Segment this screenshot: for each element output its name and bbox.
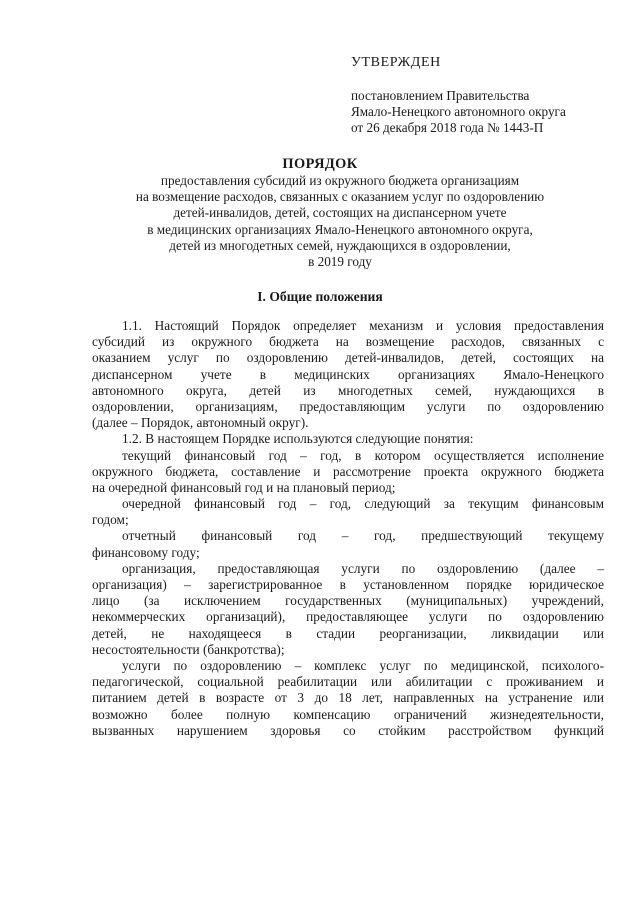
body-line: педагогической, социальной реабилитации или абилитации с проживанием и [92, 674, 604, 690]
body-line: автономного округа, детей из многодетных семей, нуждающихся в [92, 382, 604, 398]
body-line: возможно более полную компенсацию ограничений жизнедеятельности, [92, 706, 604, 722]
approval-details [351, 88, 566, 136]
body-line: детей, не находящееся в стадии реорганизации, ликвидации или [92, 625, 604, 641]
subtitle-line: в медицинских организациях Ямало-Ненецкого автономного округа, [147, 221, 533, 237]
body-line: оздоровлении, организациям, предоставляющим услуги по оздоровлению [92, 398, 604, 414]
body-line: диспансерном учете в медицинских организациях Ямало-Ненецкого [92, 366, 604, 382]
body-line: на очередной финансовый год и на плановый период; [92, 479, 396, 495]
approved-stamp: УТВЕРЖДЕН [351, 55, 441, 70]
body-line: отчетный финансовый год – год, предшествующий текущему [122, 528, 604, 544]
body-line: 1.2. В настоящем Порядке используются следующие понятия: [122, 431, 474, 447]
subtitle-line: детей из многодетных семей, нуждающихся в оздоровлении, [169, 237, 511, 253]
subtitle-line: предоставления субсидий из окружного бюджета организациям [160, 173, 520, 188]
body-line: некоммерческих организаций), предоставляющее услуги по оздоровлению [92, 609, 604, 625]
body-line: вызванных нарушением здоровья со стойким расстройством функций [92, 722, 604, 738]
body-line: организация, предоставляющая услуги по оздоровлению (далее – [122, 560, 604, 576]
subtitle-line: в 2019 году [308, 254, 372, 270]
body-line: (далее – Порядок, автономный округ). [92, 415, 309, 431]
document-subtitle [70, 173, 610, 270]
approval-line: от 26 декабря 2018 года № 1443-П [351, 120, 544, 135]
approval-line: Ямало-Ненецкого автономного округа [351, 104, 566, 119]
body-line: организация) – зарегистрированное в установленном порядке юридическое [92, 577, 604, 592]
approval-line: постановлением Правительства [351, 88, 530, 103]
body-line: окружного бюджета, составление и рассмотрение проекта окружного бюджета [92, 463, 604, 479]
body-line: 1.1. Настоящий Порядок определяет механизм и условия предоставления [122, 318, 604, 333]
body-line: лицо (за исключением государственных (муниципальных) учреждений, [92, 593, 604, 609]
subtitle-line: детей-инвалидов, детей, состоящих на диспансерном учете [173, 205, 507, 221]
subtitle-line: на возмещение расходов, связанных с оказанием услуг по оздоровлению [135, 189, 545, 205]
document-body [92, 318, 604, 739]
body-line: субсидий из окружного бюджета на возмещение расходов, связанных с [92, 334, 604, 350]
body-line: питанием детей в возрасте от 3 до 18 лет, направленных на устранение или [92, 690, 604, 706]
body-line: текущий финансовый год – год, в котором осуществляется исполнение [122, 447, 604, 463]
body-line: услуги по оздоровлению – комплекс услуг по медицинской, психолого- [122, 657, 604, 673]
body-line: финансовому году; [92, 544, 200, 560]
body-line: годом; [92, 512, 129, 528]
section-heading: I. Общие положения [257, 289, 383, 304]
body-line: несостоятельности (банкротства); [92, 641, 285, 657]
body-line: очередной финансовый год – год, следующий за текущим финансовым [122, 496, 604, 512]
document-title: ПОРЯДОК [282, 156, 358, 172]
body-line: оказанием услуг по оздоровлению детей-инвалидов, детей, состоящих на [92, 350, 604, 366]
